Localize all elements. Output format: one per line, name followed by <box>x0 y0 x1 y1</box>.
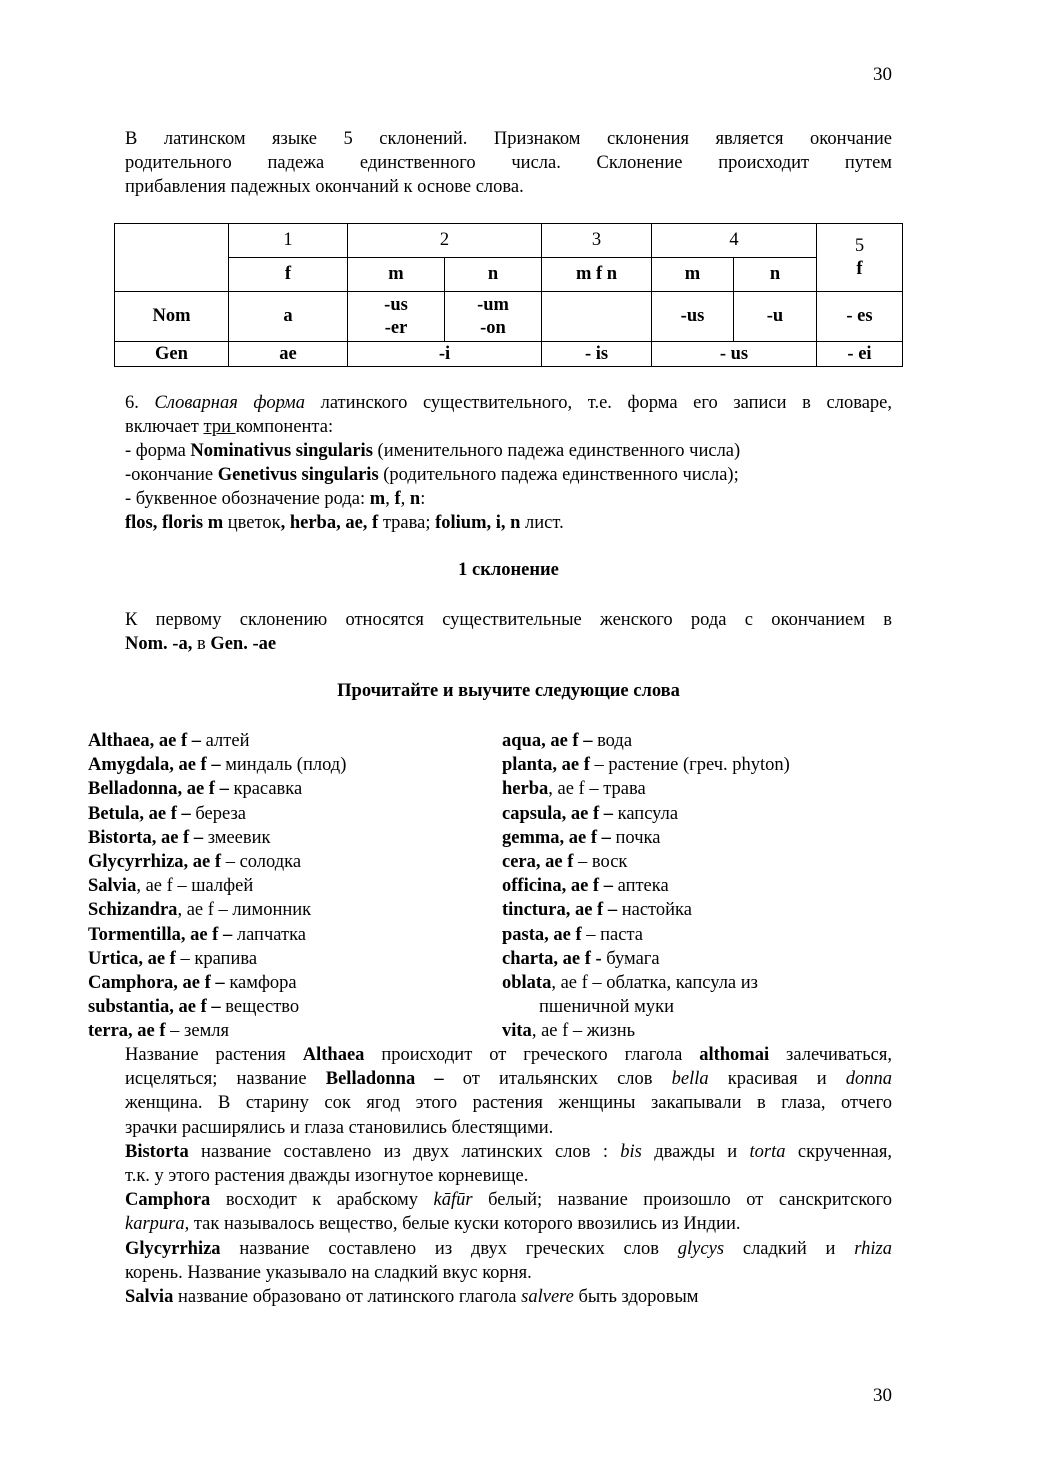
decl1-nom-ending: . -a, <box>163 634 193 654</box>
item-2-desc: (родительного падежа единственного числа); <box>378 465 739 485</box>
vocab-entry <box>88 923 498 947</box>
note-salvia-line <box>125 1285 892 1309</box>
note-term-althaea: Althaea <box>302 1045 365 1065</box>
etymology-notes <box>125 1043 892 1309</box>
vocab-translation: миндаль (плод) <box>220 755 347 776</box>
table-gender-d1: f <box>229 258 348 292</box>
note-italic-bella: bella <box>671 1069 709 1090</box>
section-6-line-1 <box>125 391 892 415</box>
section-6-term: Словарная форма <box>154 393 305 413</box>
vocab-word: officina, ae f – <box>502 876 613 897</box>
heading-read-and-learn: Прочитайте и выучите следующие слова <box>337 681 680 701</box>
table-gen-d3: - is <box>542 342 652 367</box>
table-header-decl-3: 3 <box>542 224 652 258</box>
table-gender-d2m: m <box>348 258 445 292</box>
item-1-prefix: - форма <box>125 441 191 461</box>
intro-line-1: В латинском языке 5 склонений. Признаком склонения является окончание <box>125 129 892 149</box>
vocab-translation: почка <box>610 827 661 848</box>
vocab-word: Belladonna, ae f – <box>88 779 229 800</box>
note-text: от итальянских слов <box>443 1069 672 1090</box>
item-2-term: Genetivus singularis <box>217 465 379 485</box>
vocab-word: charta, ae f - <box>502 948 602 969</box>
vocab-translation: лапчатка <box>232 924 306 945</box>
vocab-entry <box>88 874 498 898</box>
note-italic-donna: donna <box>845 1069 892 1090</box>
vocab-word: Betula, ae f – <box>88 803 191 824</box>
section-6-line-2-a: включает <box>125 417 204 437</box>
table-gen-d5: - ei <box>817 342 903 367</box>
vocab-entry <box>502 777 902 801</box>
example-folium-translation: лист. <box>520 513 564 533</box>
note-text: сладкий и <box>724 1238 855 1259</box>
example-herba: , herba <box>280 513 337 533</box>
vocab-word: Salvia <box>88 876 137 897</box>
note-text: залечиваться, <box>769 1045 893 1065</box>
note-text: скрученная, <box>785 1141 892 1162</box>
vocab-translation: – земля <box>165 1021 230 1042</box>
vocab-translation: вода <box>592 731 633 751</box>
note-text: быть здоровым <box>573 1287 699 1308</box>
vocabulary-right-column <box>502 729 902 1044</box>
gender-f: f <box>394 489 401 509</box>
table-gender-d4m: m <box>652 258 734 292</box>
vocab-entry-continuation <box>502 995 902 1019</box>
note-text: название составлено из двух греческих слов <box>220 1238 678 1259</box>
vocab-entry <box>502 729 902 753</box>
table-nom-d4m: -us <box>652 292 734 342</box>
table-gender-d2n: n <box>445 258 542 292</box>
table-nom-d2m-1: -us <box>384 294 408 315</box>
vocab-entry <box>88 947 498 971</box>
table-header-decl-5 <box>817 224 903 292</box>
item-3-sep-2: , <box>400 489 410 509</box>
vocab-entry <box>88 729 498 753</box>
vocab-word: Amygdala, ae f – <box>88 755 221 776</box>
note-italic-rhiza: rhiza <box>854 1238 892 1259</box>
note-term-salvia: Salvia <box>125 1287 174 1308</box>
table-nom-d2n-1: -um <box>477 294 509 315</box>
vocab-translation: бумага <box>601 948 660 969</box>
item-1-term: Nominativus singularis <box>190 441 373 461</box>
vocab-entry <box>88 995 498 1019</box>
vocab-entry <box>502 874 902 898</box>
note-camphora-line-1 <box>125 1188 892 1212</box>
note-italic-salvere: salvere <box>521 1287 574 1308</box>
vocab-entry <box>502 1019 902 1043</box>
example-herba-translation: трава; <box>378 513 436 533</box>
vocab-translation: , ae f – лимонник <box>177 900 312 921</box>
vocab-translation: , ae f – трава <box>548 779 646 800</box>
table-row-label-gen: Gen <box>115 342 229 367</box>
vocab-translation: красавка <box>228 779 303 800</box>
page-number-top: 30 <box>873 64 892 85</box>
vocab-entry <box>502 802 902 826</box>
table-nom-d2m <box>348 292 445 342</box>
section-6-item-1 <box>125 439 892 463</box>
note-term-glycyrrhiza: Glycyrrhiza <box>125 1238 221 1259</box>
vocab-word: pasta, ae f <box>502 924 582 945</box>
vocab-word: Schizandra <box>88 900 178 921</box>
section-6-line-1-rest: латинского существительного, т.е. форма его записи в словаре, <box>304 393 892 413</box>
vocab-entry <box>502 753 902 777</box>
note-italic-karpura: karpura, <box>125 1214 190 1235</box>
vocab-word: Bistorta, ae f – <box>88 827 204 848</box>
vocab-translation: , ae f – облатка, капсула из <box>551 973 758 994</box>
page-number-bottom: 30 <box>873 1385 892 1406</box>
note-bistorta-line-1 <box>125 1140 892 1164</box>
item-3-colon: : <box>420 489 426 509</box>
note-text: название составлено из двух латинских слов : <box>188 1141 621 1162</box>
note-text: красивая и <box>708 1069 846 1090</box>
decl1-line-2 <box>125 632 892 656</box>
vocab-entry <box>502 947 902 971</box>
note-italic-bis: bis <box>620 1141 642 1162</box>
vocab-entry <box>88 850 498 874</box>
gender-n: n <box>409 489 421 509</box>
note-text: восходит к арабскому <box>210 1190 434 1211</box>
note-text: так называлось вещество, белые куски которого ввозились из Индии. <box>189 1214 741 1235</box>
table-row-label-nom: Nom <box>115 292 229 342</box>
gender-m: m <box>369 489 386 509</box>
note-term-camphora: Camphora <box>125 1190 211 1211</box>
table-gender-d4n: n <box>734 258 817 292</box>
item-3-sep-1: , <box>385 489 395 509</box>
intro-line-3: прибавления падежных окончаний к основе слова. <box>125 177 524 197</box>
vocab-word: tinctura, ae f – <box>502 900 618 921</box>
note-italic-torta: torta <box>749 1141 786 1162</box>
vocab-translation: настойка <box>617 900 692 921</box>
vocab-word: substantia, ae f – <box>88 997 221 1018</box>
table-header-decl-1: 1 <box>229 224 348 258</box>
vocab-word: Glycyrrhiza, ae f <box>88 852 222 873</box>
table-nom-d2m-2: -er <box>384 317 408 338</box>
example-folium: folium, i, n <box>435 513 521 533</box>
vocab-translation: пшеничной муки <box>539 997 674 1018</box>
table-header-decl-2: 2 <box>348 224 542 258</box>
vocab-word: capsula, ae f – <box>502 803 613 824</box>
heading-first-declension: 1 склонение <box>458 560 559 580</box>
table-header-decl-5-number: 5 <box>854 235 865 256</box>
vocab-word: cera, ae f <box>502 852 574 873</box>
note-term-bistorta: Bistorta <box>125 1141 189 1162</box>
table-nom-d2n-2: -on <box>480 317 506 338</box>
table-nom-d5: - es <box>817 292 903 342</box>
table-nom-d1: a <box>229 292 348 342</box>
decl1-gen-ending: . -ae <box>243 634 277 654</box>
section-6-line-2 <box>125 415 892 439</box>
note-glycyrrhiza-line-1 <box>125 1237 892 1261</box>
vocab-translation: – растение (греч. phyton) <box>589 755 790 776</box>
note-text: белый; название произошло от санскритского <box>472 1190 892 1211</box>
example-flos-translation: цветок <box>223 513 281 533</box>
table-gender-d3: m f n <box>542 258 652 292</box>
section-6-line-2-b: компонента: <box>235 417 334 437</box>
note-term-althomai: althomai <box>699 1045 770 1065</box>
note-text: происходит от греческого глагола <box>364 1045 700 1065</box>
vocab-translation: береза <box>190 803 246 824</box>
vocab-translation: камфора <box>224 973 297 994</box>
vocab-translation: алтей <box>201 731 250 751</box>
table-gen-d4: - us <box>652 342 817 367</box>
vocab-entry <box>502 898 902 922</box>
section-6-item-3 <box>125 487 892 511</box>
underlined-word-three: три <box>203 417 236 437</box>
vocab-translation: аптека <box>612 876 669 897</box>
item-1-desc: (именительного падежа единственного числа) <box>372 441 741 461</box>
vocab-word: planta, ae f <box>502 755 590 776</box>
note-italic-glycys: glycys <box>677 1238 725 1259</box>
note-belladonna-line <box>125 1067 892 1091</box>
vocab-word: aqua, ae f – <box>502 731 593 751</box>
vocab-translation: – воск <box>573 852 628 873</box>
note-italic-kafur: kāfūr <box>433 1190 473 1211</box>
note-althaea-line-1 <box>125 1043 892 1067</box>
vocab-entry <box>88 802 498 826</box>
decl1-line-1: К первому склонению относятся существительные женского рода с окончанием в <box>125 610 892 630</box>
table-nom-d4n: -u <box>734 292 817 342</box>
note-term-belladonna: Belladonna – <box>325 1069 444 1090</box>
vocab-word: Urtica, ae f <box>88 948 176 969</box>
vocab-entry <box>88 826 498 850</box>
note-text: Название растения <box>125 1045 303 1065</box>
table-header-decl-5-gender: f <box>856 258 863 279</box>
vocab-translation: – солодка <box>221 852 302 873</box>
item-2-prefix: -окончание <box>125 465 218 485</box>
note-text: дважды и <box>641 1141 750 1162</box>
decl1-gen: Gen <box>210 634 244 654</box>
vocab-word: Tormentilla, ae f – <box>88 924 233 945</box>
decl1-in: в <box>192 634 211 654</box>
note-belladonna-line-2: женщина. В старину сок ягод этого растения женщины закапывали в глаза, отчего <box>125 1093 892 1114</box>
intro-line-2: родительного падежа единственного числа. Склонение происходит путем <box>125 153 892 173</box>
note-text: название образовано от латинского глагола <box>173 1287 522 1308</box>
vocab-entry <box>88 753 498 777</box>
vocab-word: herba <box>502 779 549 800</box>
section-6-item-2 <box>125 463 892 487</box>
vocab-entry <box>502 826 902 850</box>
vocab-entry <box>88 971 498 995</box>
vocab-translation: змеевик <box>203 827 271 848</box>
note-text: исцеляться; название <box>125 1069 326 1090</box>
section-6-examples <box>125 511 892 535</box>
example-flos: flos, floris m <box>125 513 224 533</box>
vocab-translation: , ae f – шалфей <box>136 876 254 897</box>
vocab-entry <box>502 923 902 947</box>
vocab-translation: капсула <box>613 803 679 824</box>
vocabulary-left-column <box>88 729 498 1044</box>
table-header-decl-4: 4 <box>652 224 817 258</box>
vocab-entry <box>88 1019 498 1043</box>
vocab-entry <box>502 850 902 874</box>
vocab-word: vita <box>502 1021 532 1042</box>
vocab-translation: , ae f – жизнь <box>531 1021 636 1042</box>
vocab-word: gemma, ae f – <box>502 827 611 848</box>
note-bistorta-line-2: т.к. у этого растения дважды изогнутое корневище. <box>125 1166 529 1187</box>
vocab-word: terra, ae f <box>88 1021 166 1042</box>
example-herba-forms: , ae, f <box>336 513 379 533</box>
note-camphora-line-2 <box>125 1212 892 1236</box>
item-3-prefix: - буквенное обозначение рода: <box>125 489 370 509</box>
vocab-entry <box>502 971 902 995</box>
decl1-nom: Nom <box>125 634 164 654</box>
table-corner-cell <box>115 224 229 292</box>
note-glycyrrhiza-line-2: корень. Название указывало на сладкий вкус корня. <box>125 1262 532 1283</box>
vocab-translation: – паста <box>581 924 644 945</box>
vocab-translation: – крапива <box>175 948 258 969</box>
vocab-word: Althaea, ae f – <box>88 731 202 751</box>
vocab-word: oblata <box>502 973 552 994</box>
table-nom-d3 <box>542 292 652 342</box>
note-belladonna-line-3: зрачки расширялись и глаза становились блестящими. <box>125 1117 554 1138</box>
table-nom-d2n <box>445 292 542 342</box>
vocab-word: Camphora, ae f – <box>88 973 225 994</box>
table-gen-d2: -i <box>348 342 542 367</box>
vocab-entry <box>88 777 498 801</box>
vocab-translation: вещество <box>220 997 300 1018</box>
declension-table <box>114 223 903 367</box>
section-6-number: 6. <box>125 393 155 413</box>
table-gen-d1: ae <box>229 342 348 367</box>
vocab-entry <box>88 898 498 922</box>
